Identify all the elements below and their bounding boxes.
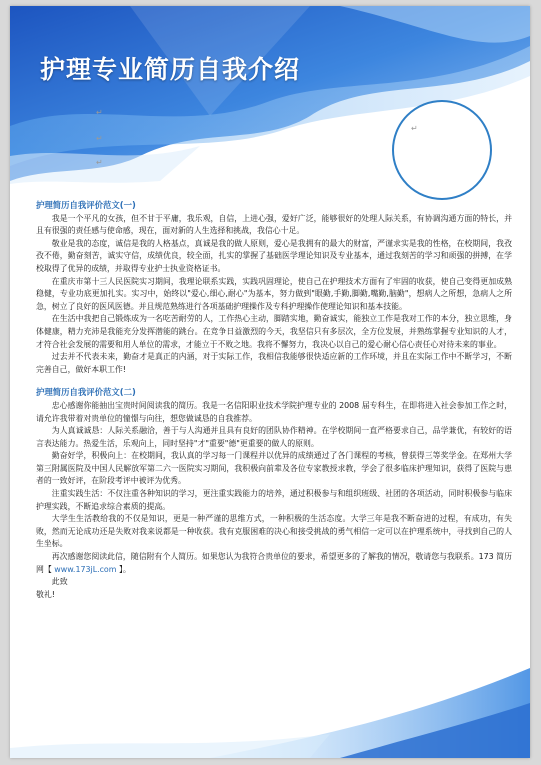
section-heading: 护理简历自我评价范文(一) [36,200,136,210]
paragraph: 忠心感谢你能抽出宝贵时间阅读我的简历。我是一名信阳职业技术学院护理专业的 2008 届专科生，在即将进入社会参加工作之时，请允许我带着对贵单位的憧憬与向往，想您做诚恳的自我推荐。 [36,400,512,423]
paragraph: 勤奋好学，积极向上：在校期间，我认真的学习每一门课程并以优异的成绩通过了各门课程的考核，曾获得三等奖学金。在郑州大学第三附属医院及中国人民解放军第二六一医院实习期间，我积极向前辈及各位专家教授求教，学会了很多临床护理知识，获得了医院与患者的一致好评，在阶段考评中被评为优秀。 [36,451,512,486]
document-page [10,6,530,758]
paragraph: 我是一个平凡的女孩，但不甘于平庸，我乐观，自信，上进心强，爱好广泛，能够很好的处理人际关系，有协调沟通方面的特长，并且有很强的责任感与使命感，现在，面对新的人生选择和挑战，我信心十足。 [36,213,512,236]
paragraph-mark: ↵ [96,158,103,167]
photo-placeholder [392,100,492,200]
paragraph: 敬业是我的态度，诚信是我的人格基点，真诚是我的做人原则，爱心是我拥有的最大的财富，严谨求实是我的性格，在校期间，我孜孜不倦，勤奋刻苦，诚实守信，成绩优良，较全面，扎实的掌握了基础医学理论知识及专业基本，通过我刻苦的学习和顽强的拼搏，在学校取得了优异的成绩，并取得专业护士执业资格证书。 [36,238,512,273]
section-heading: 护理简历自我评价范文(二) [36,387,136,398]
footer-artwork [10,638,530,758]
website-link[interactable]: www.173jL.com [54,564,117,574]
paragraph: 为人真诚诚恳：人际关系融洽，善于与人沟通并且具有良好的团队协作精神。在学校期间一直严格要求自己，品学兼优，有较好的语言表达能力。热爱生活，乐观向上，同时坚持"才"重要"德"更重要的做人的原则。 [36,426,512,448]
paragraph-mark: ↵ [411,124,418,133]
spacer [36,376,512,386]
paragraph: 大学生生活教给我的不仅是知识，更是一种严谨的思维方式，一种积极的生活态度。大学三年是我不断奋进的过程，有成功，有失败，然而无论成功还是失败对我来说都是一种收获。我有克服困难的决心和接受挑战的勇气相信一定可以在护理系统中，寻找到自己的人生坐标。 [36,514,512,549]
paragraph: 在重庆市第十三人民医院实习期间，我理论联系实践，实践巩固理论，使自己在护理技术方面有了牢固的收获，使自己变得更加成熟稳健，专业功底更加扎实。实习中，始终以"爱心,细心,耐心"为基本，努力做到"眼勤,手勤,脚勤,嘴勤,脑勤"，想病人之所想，急病人之所急，树立了良好的医风医德。并且规范熟练进行各项基础护理操作及专科护理操作使理论知识和基本技能。 [36,276,512,311]
salutation-jingli: 敬礼! [36,589,55,599]
paragraph: 注重实践生活：不仅注重各种知识的学习，更注重实践能力的培养，通过积极参与和组织班级、社团的各项活动，同时积极参与临床护理实践，不断追求综合素质的提高。 [36,489,512,511]
paragraph-mark: ↵ [96,108,103,117]
resume-body [36,199,512,601]
paragraph-mark: ↵ [96,134,103,143]
page-title: 护理专业简历自我介绍 [40,55,301,84]
paragraph: 过去并不代表未来，勤奋才是真正的内涵，对于实际工作，我相信我能够很快适应新的工作环境，并且在实际工作中不断学习，不断完善自己，做好本职工作! [36,352,512,374]
closing-text-end: 】。 [116,564,131,574]
closing-text: 再次感谢您阅读此信，随信附有个人简历。如果您认为我符合贵单位的要求，希望更多的了解我的情况，敬请您与我联系。173 简历网【 [36,552,512,574]
salutation-cizhi: 此致 [51,577,68,587]
closing-paragraph [36,551,512,576]
paragraph: 在生活中我把自己锻炼成为一名吃苦耐劳的人，工作热心主动，脚踏实地，勤奋诚实，能独立工作是我对工作的本分，独立思维，身体健康，精力充沛是我能充分发挥潜能的跳台。在竞争日益激烈的今天，我坚信只有多层次，全方位发展，并熟练掌握专业知识的人才，才符合社会发展的需要和用人单位的需求，才能立于不败之地。我将不懈努力，我决心以自己的爱心耐心信心责任心对待未来的事业。 [36,314,512,349]
